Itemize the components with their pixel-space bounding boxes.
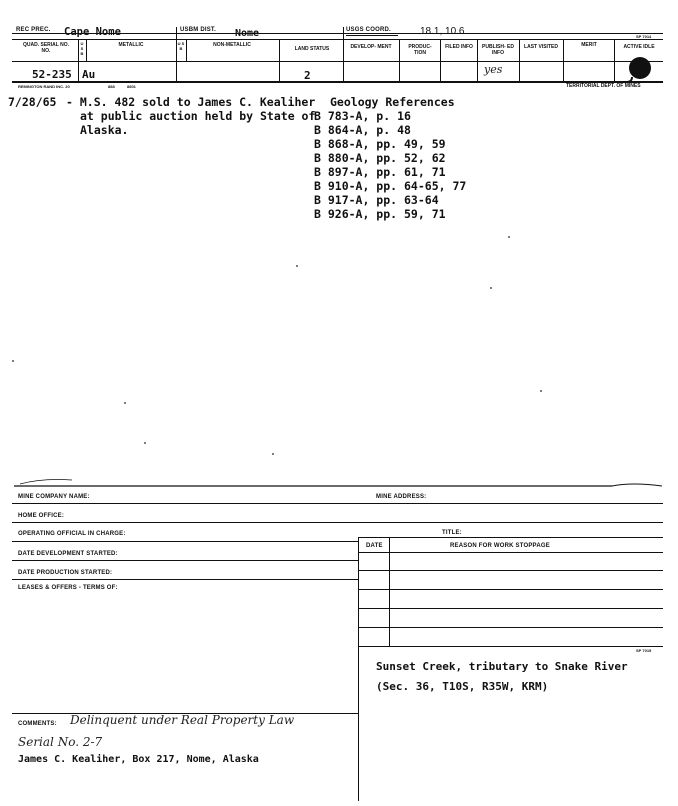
comments-handwritten-2: Serial No. 2-7 [18, 735, 103, 749]
form-rule [358, 537, 663, 538]
row-metallic: Au [82, 68, 96, 81]
rec-prec-value: Cape Nome [64, 26, 121, 38]
usbm-dist-label: USBM DIST. [180, 27, 217, 33]
col-published-info: PUBLISH- ED INFO [482, 44, 514, 56]
form-rule [12, 579, 358, 580]
mine-address-label: MINE ADDRESS: [376, 494, 427, 500]
row-published-info: yes [484, 63, 503, 76]
grid-row-rule [358, 570, 663, 571]
speckle [490, 287, 492, 289]
usbm-dist-value: Nome [235, 28, 260, 39]
grid-row-rule [358, 589, 663, 590]
reason-column-header: REASON FOR WORK STOPPAGE [450, 543, 550, 549]
owner-address: James C. Kealiher, Box 217, Nome, Alaska [18, 754, 259, 765]
date-prod-started-label: DATE PRODUCTION STARTED: [18, 570, 113, 576]
geology-ref: B 783-A, p. 16 [314, 109, 411, 123]
col-last-visited: LAST VISITED [524, 44, 558, 50]
header-mid-rule [12, 61, 663, 62]
col-usbm-code-2: U S B [177, 41, 185, 51]
entry-line-1: - M.S. 482 sold to James C. Kealiher [66, 95, 316, 109]
grid-row-rule [358, 646, 663, 647]
department-label: TERRITORIAL DEPT. OF MINES [566, 83, 641, 89]
geology-ref: B 880-A, pp. 52, 62 [314, 151, 446, 165]
leases-terms-label: LEASES & OFFERS - TERMS OF: [18, 585, 118, 591]
geology-ref: B 868-A, pp. 49, 59 [314, 137, 446, 151]
usgs-coord-underline [346, 35, 398, 36]
col-quad-serial: QUAD. SERIAL NO. NO. [22, 42, 70, 54]
geology-ref: B 917-A, pp. 63-64 [314, 193, 439, 207]
speckle [144, 442, 146, 444]
mine-company-name-label: MINE COMPANY NAME: [18, 494, 90, 500]
grid-divider [389, 537, 390, 647]
col-metallic: METALLIC [118, 42, 144, 48]
geology-ref: B 910-A, pp. 64-65, 77 [314, 179, 467, 193]
form-number-2: SP 7015 [636, 648, 652, 653]
rec-prec-label: REC PREC. [16, 27, 51, 33]
speckle [12, 360, 14, 362]
form-rule [12, 503, 663, 504]
comments-label: COMMENTS: [18, 721, 57, 727]
date-column-header: DATE [366, 543, 383, 549]
form-top-rule [12, 474, 666, 498]
speckle [272, 453, 274, 455]
date-dev-started-label: DATE DEVELOPMENT STARTED: [18, 551, 118, 557]
geology-ref: B 926-A, pp. 59, 71 [314, 207, 446, 221]
col-non-metallic: NON-METALLIC [213, 42, 251, 48]
form-number: SP 7014 [636, 34, 652, 39]
home-office-label: HOME OFFICE: [18, 513, 65, 519]
operating-official-label: OPERATING OFFICIAL IN CHARGE: [18, 531, 126, 537]
usgs-coord-value: 18.1, 10.6 [420, 26, 465, 37]
lower-vertical-rule [358, 646, 359, 801]
grid-row-rule [358, 608, 663, 609]
printer-imprint: REMINGTON RAND INC. 20 [18, 84, 70, 89]
col-active-idle: ACTIVE IDLE [623, 44, 655, 50]
location-line-2: (Sec. 36, T10S, R35W, KRM) [376, 680, 549, 693]
entry-line-3: Alaska. [80, 123, 129, 137]
entry-date: 7/28/65 [8, 95, 57, 109]
speckle [540, 390, 542, 392]
active-idle-mark [618, 55, 658, 85]
title-label: TITLE: [442, 530, 462, 536]
row-quad-serial: 52-235 [32, 68, 72, 81]
form-rule [12, 560, 358, 561]
grid-row-rule [358, 627, 663, 628]
col-development: DEVELOP- MENT [350, 44, 392, 50]
form-rule [12, 541, 358, 542]
speckle [296, 265, 298, 267]
printer-code-2: 8801 [127, 84, 136, 89]
usgs-coord-label: USGS COORD. [346, 27, 391, 33]
form-rule [12, 522, 663, 523]
geology-ref: B 897-A, pp. 61, 71 [314, 165, 446, 179]
col-usbm-code: U S B [80, 41, 84, 56]
grid-divider [358, 537, 359, 647]
form-rule [358, 552, 663, 553]
entry-line-2: at public auction held by State of [80, 109, 316, 123]
col-subdivider [86, 39, 87, 61]
header-column-rule [12, 39, 663, 40]
col-land-status: LAND STATUS [294, 46, 330, 52]
col-filed-info: FILED INFO [445, 44, 473, 50]
location-line-1: Sunset Creek, tributary to Snake River [376, 660, 628, 673]
row-land-status: 2 [304, 69, 311, 82]
comments-handwritten-1: Delinquent under Real Property Law [70, 713, 295, 727]
col-merit: MERIT [581, 42, 597, 48]
speckle [508, 236, 510, 238]
geology-ref: B 864-A, p. 48 [314, 123, 411, 137]
geology-heading: Geology References [330, 95, 455, 109]
printer-code-1: 888 [108, 84, 115, 89]
col-production: PRODUC- TION [408, 44, 432, 56]
col-subdivider [186, 39, 187, 61]
speckle [124, 402, 126, 404]
